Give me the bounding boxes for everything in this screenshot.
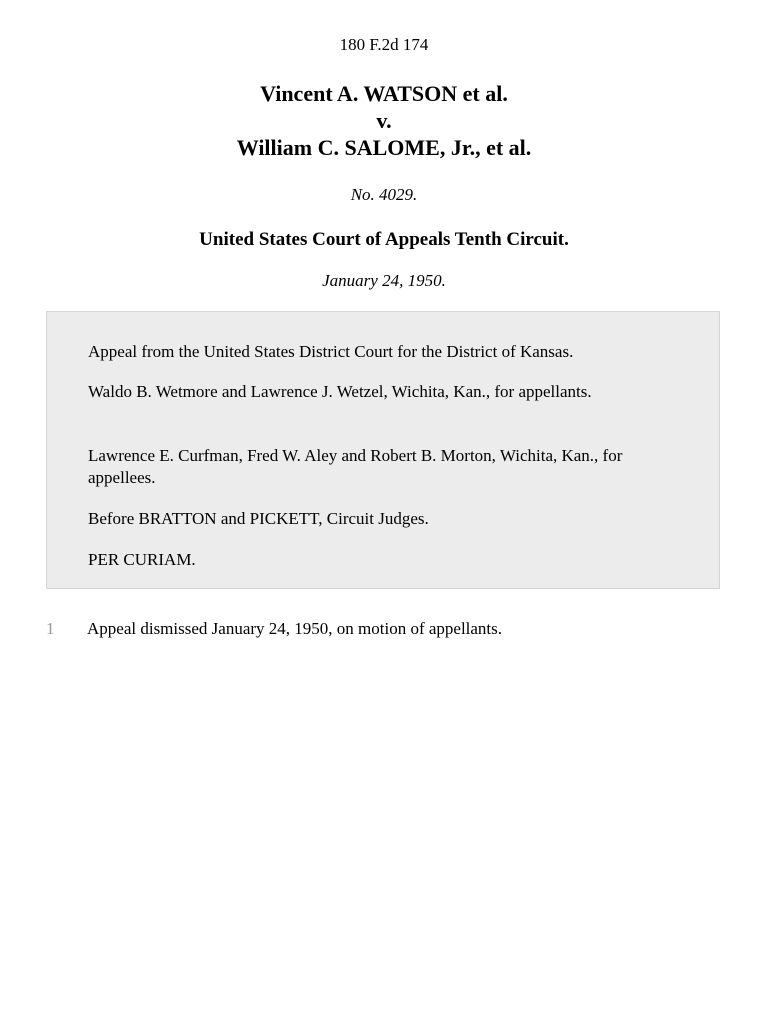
defendant-name: William C. SALOME, Jr., et al. — [236, 135, 532, 160]
appeal-origin: Appeal from the United States District Court for the District of Kansas. — [88, 342, 574, 361]
docket-number: No. 4029. — [350, 185, 418, 204]
preliminary-section — [46, 311, 720, 589]
court-name: United States Court of Appeals Tenth Circuit. — [199, 229, 569, 250]
plaintiff-name: Vincent A. WATSON et al. — [260, 81, 508, 106]
opinion-paragraph — [0, 618, 768, 642]
case-citation: 180 F.2d 174 — [339, 35, 429, 54]
case-caption — [0, 80, 768, 161]
decision-date: January 24, 1950. — [322, 271, 446, 290]
paragraph-text: Appeal dismissed January 24, 1950, on motion of appellants. — [87, 619, 503, 638]
appellants-counsel: Waldo B. Wetmore and Lawrence J. Wetzel, Wichita, Kan., for appellants. — [88, 382, 592, 401]
per-curiam-label: PER CURIAM. — [88, 550, 196, 569]
judges-panel: Before BRATTON and PICKETT, Circuit Judges. — [88, 509, 429, 528]
versus-label: v. — [376, 108, 392, 133]
appellees-counsel: Lawrence E. Curfman, Fred W. Aley and Robert B. Morton, Wichita, Kan., for appellees. — [88, 446, 623, 487]
paragraph-number: 1 — [46, 619, 55, 638]
